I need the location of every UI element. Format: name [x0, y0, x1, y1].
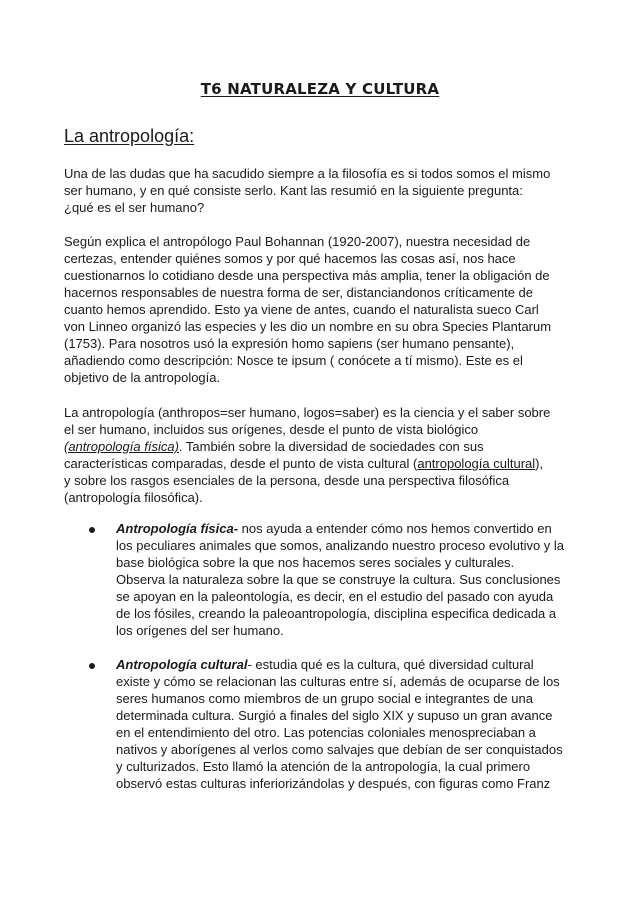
- bullet-antropologia-fisica: [116, 520, 576, 639]
- text-line: cuanto hemos aprendido. Esto ya viene de antes, cuando el naturalista sueco Carl: [64, 302, 539, 317]
- text-fragment: . También sobre la diversidad de sociedades con sus: [178, 439, 484, 454]
- text-line: [116, 520, 576, 537]
- text-line: [64, 438, 576, 455]
- text-line: y sobre los rasgos esenciales de la persona, desde una perspectiva filosófica: [64, 473, 510, 488]
- text-line: los orígenes del ser humano.: [116, 623, 284, 638]
- text-line: certezas, entender quiénes somos y por qué hacemos las cosas así, nos hace: [64, 251, 516, 266]
- bullet-antropologia-cultural: [116, 656, 576, 792]
- text-line: (antropología filosófica).: [64, 490, 203, 505]
- text-line: La antropología (anthropos=ser humano, logos=saber) es la ciencia y el saber sobre: [64, 405, 551, 420]
- text-line: [116, 656, 576, 673]
- text-line: de los fósiles, creando la paleoantropología, disciplina especifica dedicada a: [116, 606, 557, 621]
- text-line: seres humanos como miembros de un grupo social e integrantes de una: [116, 691, 533, 706]
- link-antropologia-fisica[interactable]: (antropología física): [64, 439, 179, 454]
- text-line: ¿qué es el ser humano?: [64, 200, 205, 215]
- text-line: hacernos responsables de nuestra forma de ser, distanciandonos críticamente de: [64, 285, 533, 300]
- document-title: T6 NATURALEZA Y CULTURA: [200, 80, 440, 98]
- section-heading: La antropología:: [64, 126, 195, 146]
- text-fragment: nos ayuda a entender cómo nos hemos convertido en: [238, 521, 552, 536]
- text-line: observó estas culturas inferiorizándolas y después, con figuras como Franz: [116, 776, 551, 791]
- text-line: el ser humano, incluidos sus orígenes, desde el punto de vista biológico: [64, 422, 479, 437]
- link-antropologia-cultural[interactable]: antropología cultural: [417, 456, 536, 471]
- text-line: von Linneo organizó las especies y les dio un nombre en su obra Species Plantarum: [64, 319, 552, 334]
- text-fragment: - estudia qué es la cultura, qué diversidad cultural: [247, 657, 534, 672]
- text-line: cuestionarnos lo cotidiano desde una perspectiva más amplia, tener la obligación de: [64, 268, 550, 283]
- text-line: añadiendo como descripción: Nosce te ipsum ( conócete a tí mismo). Este es el: [64, 353, 523, 368]
- text-line: y culturizados. Esto llamó la atención de la antropología, la cual primero: [116, 759, 531, 774]
- text-fragment: ),: [535, 456, 544, 471]
- text-fragment: características comparadas, desde el punto de vista cultural (: [64, 456, 418, 471]
- text-line: los peculiares animales que somos, analizando nuestro proceso evolutivo y la: [116, 538, 565, 553]
- paragraph-definition: [64, 404, 576, 506]
- paragraph-bohannan: [64, 233, 576, 386]
- text-line: objetivo de la antropología.: [64, 370, 221, 385]
- term-antropologia-cultural: Antropología cultural: [116, 657, 248, 672]
- text-line: ser humano, y en qué consiste serlo. Kant las resumió en la siguiente pregunta:: [64, 183, 523, 198]
- text-line: [64, 455, 576, 472]
- text-line: en el entendimiento del otro. Las potencias coloniales menospreciaban a: [116, 725, 536, 740]
- text-line: Una de las dudas que ha sacudido siempre a la filosofía es si todos somos el mismo: [64, 166, 551, 181]
- bullet-icon: [89, 527, 95, 533]
- bullet-icon: [89, 663, 95, 669]
- text-line: Según explica el antropólogo Paul Bohannan (1920-2007), nuestra necesidad de: [64, 234, 531, 249]
- text-line: Observa la naturaleza sobre la que se construye la cultura. Sus conclusiones: [116, 572, 561, 587]
- text-line: determinada cultura. Surgió a finales del siglo XIX y supuso un gran avance: [116, 708, 553, 723]
- text-line: (1753). Para nosotros usó la expresión homo sapiens (ser humano pensante),: [64, 336, 515, 351]
- text-line: se apoyan en la paleontología, es decir, en el estudio del pasado con ayuda: [116, 589, 554, 604]
- text-line: existe y cómo se relacionan las culturas entre sí, además de ocuparse de los: [116, 674, 560, 689]
- text-line: base biológica sobre la que nos hacemos seres sociales y culturales.: [116, 555, 515, 570]
- text-line: nativos y aborígenes al verlos como salvajes que debían de ser conquistados: [116, 742, 563, 757]
- paragraph-intro: [64, 165, 576, 216]
- term-antropologia-fisica: Antropología física-: [116, 521, 239, 536]
